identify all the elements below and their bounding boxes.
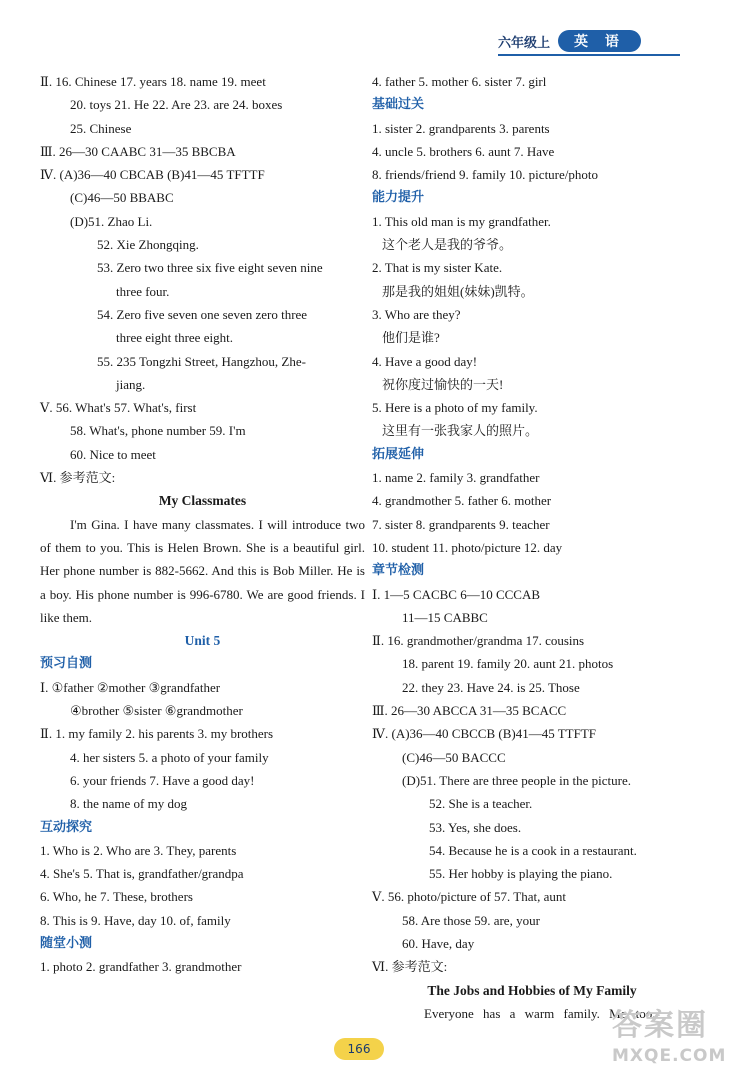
watermark-url: MXQE.COM: [612, 1046, 727, 1066]
answer-line: 55. Her hobby is playing the piano.: [429, 866, 613, 882]
answer-line: 那是我的姐姐(妹妹)凯特。: [382, 283, 534, 299]
left-answers-bottom: [40, 652, 365, 978]
answer-line: 1. photo 2. grandfather 3. grandmother: [40, 959, 242, 975]
answer-line: 53. Yes, she does.: [429, 819, 522, 835]
section-heading: 章节检测: [372, 563, 425, 579]
answer-line: Ⅴ. 56. photo/picture of 57. That, aunt: [372, 889, 567, 905]
essay2-title: The Jobs and Hobbies of My Family: [427, 982, 637, 998]
grade-label: 六年级上: [498, 35, 551, 51]
answer-line: Ⅲ. 26—30 CAABC 31—35 BBCBA: [40, 143, 236, 159]
right-column: [372, 70, 692, 1025]
answer-line: Ⅵ. 参考范文:: [40, 470, 116, 486]
answer-line: 53. Zero two three six five eight seven nine: [97, 260, 323, 276]
watermark-logo: 答案圈: [612, 1008, 708, 1043]
answer-line: 这里有一张我家人的照片。: [382, 423, 539, 439]
right-answers: [372, 70, 692, 979]
answer-line: 3. Who are they?: [372, 306, 461, 322]
answer-line: 4. father 5. mother 6. sister 7. girl: [372, 74, 547, 89]
answer-line: 54. Zero five seven one seven zero three: [97, 306, 308, 322]
left-answers-top: [40, 70, 365, 489]
answer-line: (C)46—50 BBABC: [70, 190, 174, 206]
section-heading: 互动探究: [40, 819, 93, 835]
unit-title: Unit 5: [184, 633, 221, 649]
answer-line: 6. your friends 7. Have a good day!: [70, 772, 255, 788]
answer-line: Ⅳ. (A)36—40 CBCCB (B)41—45 TTFTF: [372, 726, 597, 742]
answer-line: 1. Who is 2. Who are 3. They, parents: [40, 842, 237, 858]
answer-line: ④brother ⑤sister ⑥grandmother: [70, 703, 243, 719]
answer-line: 4. She's 5. That is, grandfather/grandpa: [40, 866, 244, 882]
header-divider: [498, 54, 680, 56]
answer-line: Ⅴ. 56. What's 57. What's, first: [40, 400, 197, 416]
answer-line: 58. What's, phone number 59. I'm: [70, 423, 246, 439]
answer-line: 4. uncle 5. brothers 6. aunt 7. Have: [372, 143, 555, 159]
answer-line: 4. grandmother 5. father 6. mother: [372, 493, 552, 509]
answer-line: 54. Because he is a cook in a restaurant.: [429, 842, 637, 858]
answer-line: 这个老人是我的爷爷。: [382, 237, 513, 253]
answer-line: Ⅱ. 16. grandmother/grandma 17. cousins: [372, 633, 585, 649]
subject-badge: 英 语: [558, 30, 641, 52]
answer-line: 1. name 2. family 3. grandfather: [372, 470, 540, 486]
answer-line: 58. Are those 59. are, your: [402, 912, 540, 928]
answer-line: Ⅰ. ①father ②mother ③grandfather: [40, 679, 221, 695]
answer-line: Ⅲ. 26—30 ABCCA 31—35 BCACC: [372, 703, 567, 719]
answer-line: 8. friends/friend 9. family 10. picture/photo: [372, 167, 599, 183]
section-heading: 拓展延伸: [372, 446, 425, 462]
answer-line: 1. sister 2. grandparents 3. parents: [372, 120, 550, 136]
answer-line: 8. the name of my dog: [70, 796, 187, 812]
answer-line: 8. This is 9. Have, day 10. of, family: [40, 912, 231, 928]
answer-line: 他们是谁?: [382, 330, 440, 346]
answer-line: 7. sister 8. grandparents 9. teacher: [372, 516, 550, 532]
section-heading: 基础过关: [372, 97, 425, 113]
essay-body: [40, 513, 365, 629]
section-heading: 能力提升: [372, 190, 425, 206]
answer-line: 祝你度过愉快的一天!: [382, 376, 504, 392]
answer-line: (D)51. Zhao Li.: [70, 213, 153, 229]
answer-line: Ⅳ. (A)36—40 CBCAB (B)41—45 TFTTF: [40, 167, 265, 183]
section-heading: 随堂小测: [40, 935, 93, 951]
answer-line: 55. 235 Tongzhi Street, Hangzhou, Zhe-: [97, 353, 306, 369]
answer-line: 6. Who, he 7. These, brothers: [40, 889, 193, 905]
answer-line: Ⅱ. 1. my family 2. his parents 3. my brothers: [40, 726, 274, 742]
answer-line: jiang.: [116, 376, 146, 392]
answer-line: (D)51. There are three people in the picture.: [402, 772, 631, 788]
page-number: 166: [334, 1038, 384, 1060]
answer-line: Ⅵ. 参考范文:: [372, 959, 448, 975]
answer-line: 22. they 23. Have 24. is 25. Those: [402, 679, 580, 695]
essay-title: My Classmates: [158, 493, 247, 509]
watermark: [612, 1000, 742, 1076]
essay2-first-line: Everyone has a warm family. Me too.: [424, 1005, 656, 1021]
answer-line: 10. student 11. photo/picture 12. day: [372, 539, 563, 555]
answer-line: 11—15 CABBC: [402, 609, 488, 625]
answer-line: 52. She is a teacher.: [429, 796, 533, 812]
answer-line: 20. toys 21. He 22. Are 23. are 24. boxes: [70, 97, 283, 113]
answer-line: 52. Xie Zhongqing.: [97, 237, 199, 253]
section-heading: 预习自测: [40, 656, 93, 672]
answer-line: 60. Nice to meet: [70, 446, 156, 462]
answer-line: 4. her sisters 5. a photo of your family: [70, 749, 269, 765]
answer-line: three eight three eight.: [116, 330, 233, 346]
left-column: [40, 70, 365, 979]
essay-text: I'm Gina. I have many classmates. I will introduce two of them to you. This is Helen Brown. She is a beautiful girl. Her phone number is 882-5662. And this is Bob Miller. He is a boy. His phone number is 996-6780. We are good friends. I like them.: [40, 516, 365, 625]
header-tag: [498, 30, 641, 52]
answer-line: 25. Chinese: [70, 120, 132, 136]
answer-line: 1. This old man is my grandfather.: [372, 213, 551, 229]
answer-line: 60. Have, day: [402, 935, 475, 951]
answer-line: 4. Have a good day!: [372, 353, 478, 369]
answer-line: Ⅱ. 16. Chinese 17. years 18. name 19. meet: [40, 74, 266, 89]
answer-line: Ⅰ. 1—5 CACBC 6—10 CCCAB: [372, 586, 541, 602]
answer-line: 2. That is my sister Kate.: [372, 260, 503, 276]
answer-line: 5. Here is a photo of my family.: [372, 400, 538, 416]
answer-line: (C)46—50 BACCC: [402, 749, 506, 765]
answer-line: three four.: [116, 283, 170, 299]
answer-line: 18. parent 19. family 20. aunt 21. photos: [402, 656, 614, 672]
